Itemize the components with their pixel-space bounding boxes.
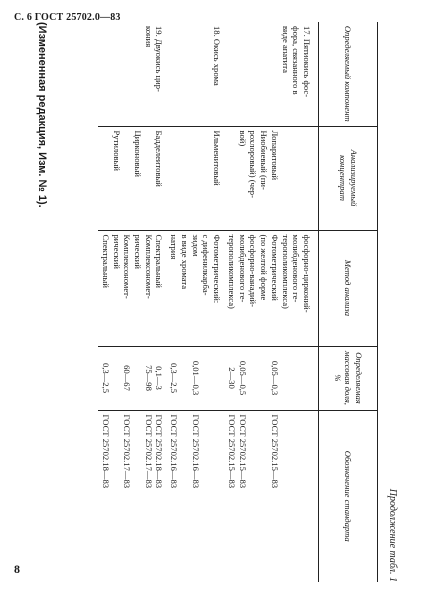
header-mass-fraction: Определяемая массовая доля, %	[319, 346, 378, 410]
rotated-table-block	[28, 22, 398, 582]
cell-line: 19. Двуокись цир-	[154, 26, 165, 92]
cell-line: ГОСТ 25702.15—83	[237, 414, 248, 489]
cell-mass	[224, 346, 318, 410]
cell-line	[258, 415, 269, 579]
cell-line	[291, 351, 302, 406]
cell-line: 0,05—0,5	[237, 360, 248, 396]
cell-line: молибденового ге-	[237, 234, 248, 303]
cell-line	[301, 131, 312, 226]
cell-concentrate	[224, 126, 318, 230]
cell-line: терополикомплекса)	[226, 234, 237, 309]
table-row	[166, 22, 224, 582]
cell-line	[280, 415, 291, 579]
cell-line: Ниобиевый (пи-	[259, 130, 270, 190]
cell-line: Комплексономет-	[143, 234, 154, 299]
cell-line	[179, 351, 190, 406]
cell-line: Цирконовый	[132, 130, 143, 177]
cell-line: Лопаритовый	[269, 130, 280, 181]
cell-line: Рутиловый	[111, 130, 122, 171]
cell-line: кония	[143, 26, 154, 48]
cell-line: 0,01—0,3	[190, 360, 201, 396]
cell-line: Ильменитовый	[212, 130, 223, 186]
header-method: Метод анализа	[319, 230, 378, 346]
cell-line: 0,05—0,3	[269, 360, 280, 396]
cell-line: ГОСТ 25702.17—83	[143, 414, 154, 489]
cell-line	[201, 415, 212, 579]
cell-line: 0,1—3	[154, 366, 165, 390]
cell-line: Бадделеитовый	[154, 130, 165, 187]
cell-line: 18. Окись хрома	[212, 26, 223, 86]
cell-concentrate	[98, 126, 166, 230]
cell-line: натрия	[169, 234, 180, 260]
header-component: Определяемый компонент	[319, 22, 378, 126]
analysis-methods-table	[98, 22, 378, 582]
cell-std	[98, 410, 166, 582]
cell-line	[248, 351, 259, 406]
table-header-row	[319, 22, 378, 582]
cell-line	[258, 351, 269, 406]
cell-line	[211, 415, 222, 579]
cell-line: 17. Пятиокись фос-	[302, 26, 312, 98]
cell-line: зидом	[190, 234, 201, 257]
cell-line	[301, 351, 312, 406]
table-row	[98, 22, 166, 582]
page-number: 8	[14, 562, 20, 576]
cell-std	[224, 410, 318, 582]
cell-mass	[98, 346, 166, 410]
cell-line: рохлоровый) (чер-	[248, 130, 259, 198]
header-standard: Обозначение стандарта	[319, 410, 378, 582]
cell-line: терополикомплекса)	[280, 234, 291, 309]
cell-line: с дифенилкарба-	[201, 234, 212, 296]
cell-line: фора, связанного в	[291, 26, 302, 95]
cell-line: 0,3—2,5	[169, 362, 180, 394]
cell-line	[291, 415, 302, 579]
cell-mass	[166, 346, 224, 410]
cell-line: фосфорно-цирконий-	[302, 234, 312, 313]
cell-line	[280, 351, 291, 406]
cell-line: ГОСТ 25702.16—83	[190, 414, 201, 489]
cell-line: фосфорно-ванадий-	[248, 234, 259, 308]
cell-line: 0,3—2,5	[100, 362, 111, 394]
cell-component	[224, 22, 318, 126]
cell-line: вой)	[237, 130, 248, 147]
cell-line	[143, 131, 154, 226]
cell-line: ГОСТ 25702.16—83	[169, 414, 180, 489]
cell-method	[224, 230, 318, 346]
cell-line: молибденового ге-	[291, 234, 302, 303]
cell-line	[111, 415, 122, 579]
cell-line: 2—30	[226, 367, 237, 389]
cell-line: ГОСТ 25702.15—83	[226, 414, 237, 489]
continuation-label: Продолжение табл. 1	[387, 488, 398, 582]
cell-line: ГОСТ 25702.18—83	[100, 414, 111, 489]
cell-line: 60—67	[122, 365, 133, 391]
amendment-note: (Измененная редакция, Изм. № 1).	[36, 22, 48, 208]
cell-line	[280, 131, 291, 226]
cell-component	[166, 22, 224, 126]
cell-concentrate	[166, 126, 224, 230]
cell-line: Комплексономет-	[122, 234, 133, 299]
cell-line	[111, 351, 122, 406]
cell-line	[291, 131, 302, 226]
cell-line: ГОСТ 25702.17—83	[122, 414, 133, 489]
cell-line: Спектральный	[154, 234, 165, 288]
cell-line	[179, 415, 190, 579]
cell-std	[166, 410, 224, 582]
cell-line	[132, 415, 143, 579]
cell-line	[211, 351, 222, 406]
cell-method	[166, 230, 224, 346]
table-row	[224, 22, 318, 582]
cell-line: виде апатита	[280, 26, 291, 73]
cell-line	[201, 351, 212, 406]
cell-line	[248, 415, 259, 579]
cell-line: ГОСТ 25702.18—83	[154, 414, 165, 489]
cell-component	[98, 22, 166, 126]
cell-line: Фотометрический	[269, 234, 280, 301]
page-header: С. 6 ГОСТ 25702.0—83	[14, 12, 121, 23]
cell-line: Спектральный	[100, 234, 111, 288]
cell-line: рический	[132, 234, 143, 269]
cell-line: рический	[111, 234, 122, 269]
header-concentrate: Анализируемый концентрат	[319, 126, 378, 230]
cell-line: 75—98	[143, 365, 154, 391]
cell-line: (по желтой форме	[259, 234, 270, 301]
cell-method	[98, 230, 166, 346]
cell-line: Фотометрический:	[212, 234, 223, 304]
cell-line	[132, 351, 143, 406]
cell-line	[301, 415, 312, 579]
cell-line: в виде хромата	[179, 234, 190, 290]
cell-line: ГОСТ 25702.15—83	[269, 414, 280, 489]
cell-line	[122, 131, 133, 226]
